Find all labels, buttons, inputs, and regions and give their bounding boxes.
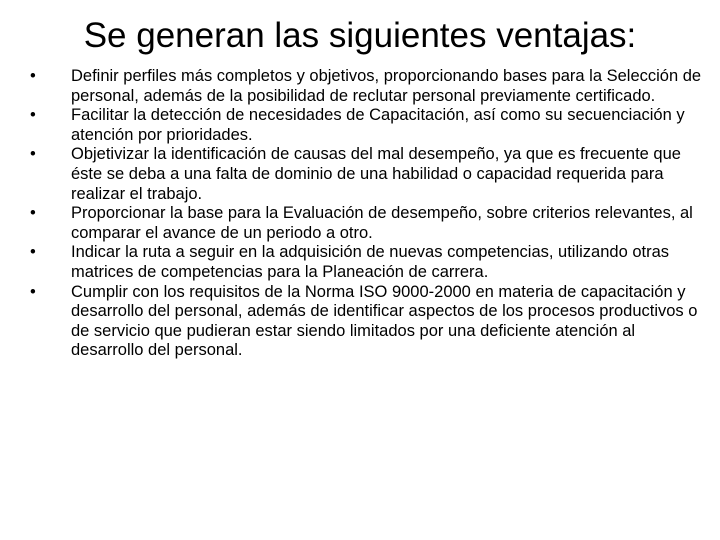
bullet-item	[30, 243, 710, 282]
bullet-text: Cumplir con los requisitos de la Norma ISO 9000-2000 en materia de capacitación y desarrollo del personal, además de identificar aspectos de los procesos productivos o de servicio que pudieran estar siendo limitados por una deficiente atención al desarrollo del personal.	[71, 282, 698, 360]
bullet-icon: •	[30, 106, 36, 125]
bullet-text: Proporcionar la base para la Evaluación de desempeño, sobre criterios relevantes, al comparar el avance de un periodo a otro.	[71, 204, 693, 242]
slide-title: Se generan las siguientes ventajas:	[83, 16, 637, 55]
bullet-item	[30, 283, 710, 361]
bullet-item	[30, 204, 710, 243]
bullet-list	[30, 67, 710, 361]
bullet-icon: •	[30, 204, 36, 223]
bullet-text: Objetivizar la identificación de causas del mal desempeño, ya que es frecuente que éste se deba a una falta de dominio de una habilidad o capacidad requerida para realizar el trabajo.	[71, 145, 681, 203]
bullet-text: Definir perfiles más completos y objetivos, proporcionando bases para la Selección de personal, además de la posibilidad de reclutar personal previamente certificado.	[71, 67, 702, 105]
bullet-text: Indicar la ruta a seguir en la adquisición de nuevas competencias, utilizando otras matrices de competencias para la Planeación de carrera.	[71, 243, 670, 281]
bullet-icon: •	[30, 282, 36, 301]
bullet-icon: •	[30, 243, 36, 262]
bullet-text: Facilitar la detección de necesidades de Capacitación, así como su secuenciación y atención por prioridades.	[71, 106, 685, 144]
bullet-item	[30, 67, 710, 106]
bullet-icon: •	[30, 145, 36, 164]
bullet-item	[30, 106, 710, 145]
bullet-icon: •	[30, 67, 36, 85]
bullet-item	[30, 145, 710, 204]
